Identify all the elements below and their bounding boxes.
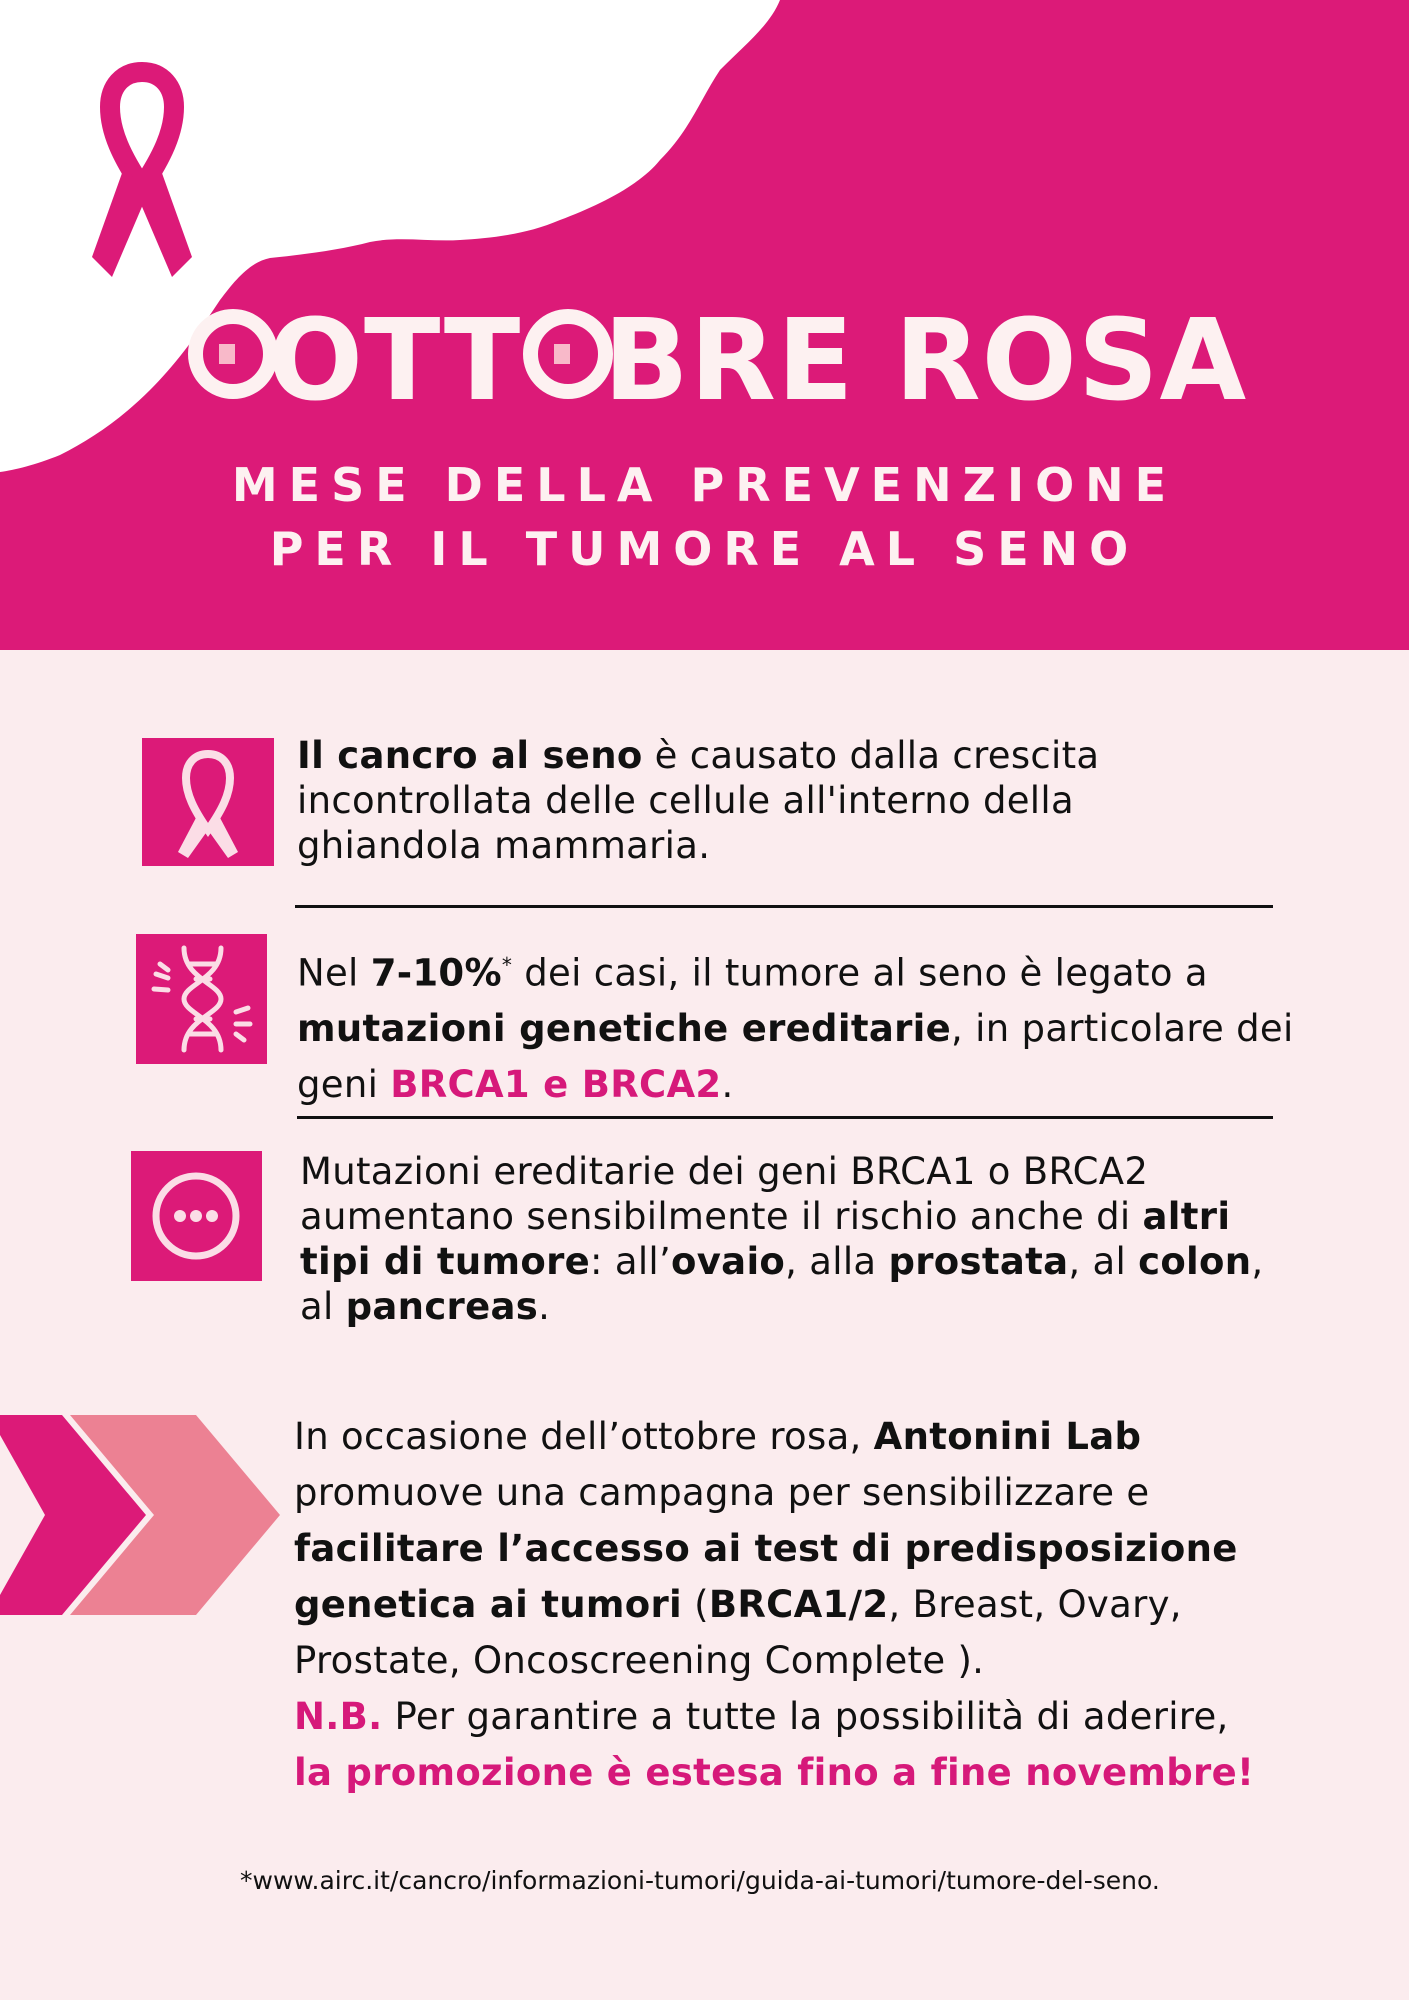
section-2-text (297, 937, 1297, 1113)
title-part-b: BRE ROSA (603, 296, 1248, 426)
ribbon-icon (82, 52, 202, 282)
section-1-body: è causato dalla crescita incontrollata delle cellule all'interno della ghiandola mammaria. (297, 734, 1100, 867)
section-3-t2: : all’ (590, 1240, 672, 1283)
promo-extension: la promozione è estesa fino a fine novembre! (294, 1751, 1255, 1794)
divider (295, 905, 1273, 908)
section-2-t1: Nel (297, 951, 371, 995)
section-3-b2: ovaio (671, 1240, 786, 1283)
page-title (24, 296, 1409, 426)
section-3-icon-box (131, 1151, 262, 1281)
section-3-t4: , al (1068, 1240, 1139, 1283)
section-1-text (297, 733, 1197, 868)
section-4-t4: , Breast, Ovary, Prostate, Oncoscreening Complete ). (294, 1583, 1182, 1682)
section-4-b3: BRCA1/2 (708, 1583, 889, 1626)
section-4-t2: promuove una campagna per sensibilizzare e (294, 1471, 1150, 1514)
subtitle-line-2: PER IL TUMORE AL SENO (269, 522, 1140, 576)
section-1-icon-box (142, 738, 274, 866)
section-2-percent: 7-10% (370, 951, 502, 995)
dna-icon (136, 934, 267, 1064)
more-icon (131, 1151, 262, 1281)
chevron-arrows-icon (0, 1415, 290, 1615)
section-2-t4: . (721, 1063, 734, 1107)
section-2-icon-box (136, 934, 267, 1064)
section-4-b2: facilitare l’accesso ai test di predisposizione genetica ai tumori (294, 1527, 1238, 1626)
title-o-glyph (188, 309, 266, 399)
footnote: *www.airc.it/cancro/informazioni-tumori/guida-ai-tumori/tumore-del-seno. (240, 1866, 1160, 1895)
section-3-b3: prostata (888, 1240, 1069, 1283)
subtitle-line-1: MESE DELLA PREVENZIONE (231, 458, 1178, 512)
title-part-a: OTT (267, 296, 522, 426)
section-2-t3: , in particolare dei geni (297, 1007, 1294, 1107)
section-3-b5: pancreas (345, 1285, 539, 1328)
section-3-t3: , alla (785, 1240, 889, 1283)
section-4-t1: In occasione dell’ottobre rosa, (294, 1415, 874, 1458)
nb-label: N.B. (294, 1695, 383, 1738)
header-banner (0, 0, 1409, 650)
section-4-t3: ( (682, 1583, 709, 1626)
lab-name: Antonini Lab (873, 1415, 1142, 1458)
section-2-bold: mutazioni genetiche ereditarie (297, 1007, 952, 1051)
section-2-t2: dei casi, il tumore al seno è legato a (512, 951, 1208, 995)
section-3-text (300, 1149, 1300, 1329)
footnote-marker: * (501, 953, 513, 977)
title-o-glyph (523, 309, 601, 399)
section-2-genes: BRCA1 e BRCA2 (390, 1063, 722, 1107)
section-3-b4: colon (1138, 1240, 1252, 1283)
section-3-b1: altri tipi di tumore (300, 1195, 1231, 1283)
section-3-t6: . (538, 1285, 551, 1328)
divider (297, 1116, 1273, 1119)
section-1-bold: Il cancro al seno (297, 734, 643, 777)
ribbon-icon (142, 738, 274, 866)
section-3-t5: , al (300, 1240, 1264, 1328)
section-4-text (294, 1409, 1294, 1801)
section-4-t5: Per garantire a tutte la possibilità di aderire, (382, 1695, 1229, 1738)
section-3-t1: Mutazioni ereditarie dei geni BRCA1 o BRCA2 aumentano sensibilmente il rischio anche di (300, 1150, 1149, 1238)
